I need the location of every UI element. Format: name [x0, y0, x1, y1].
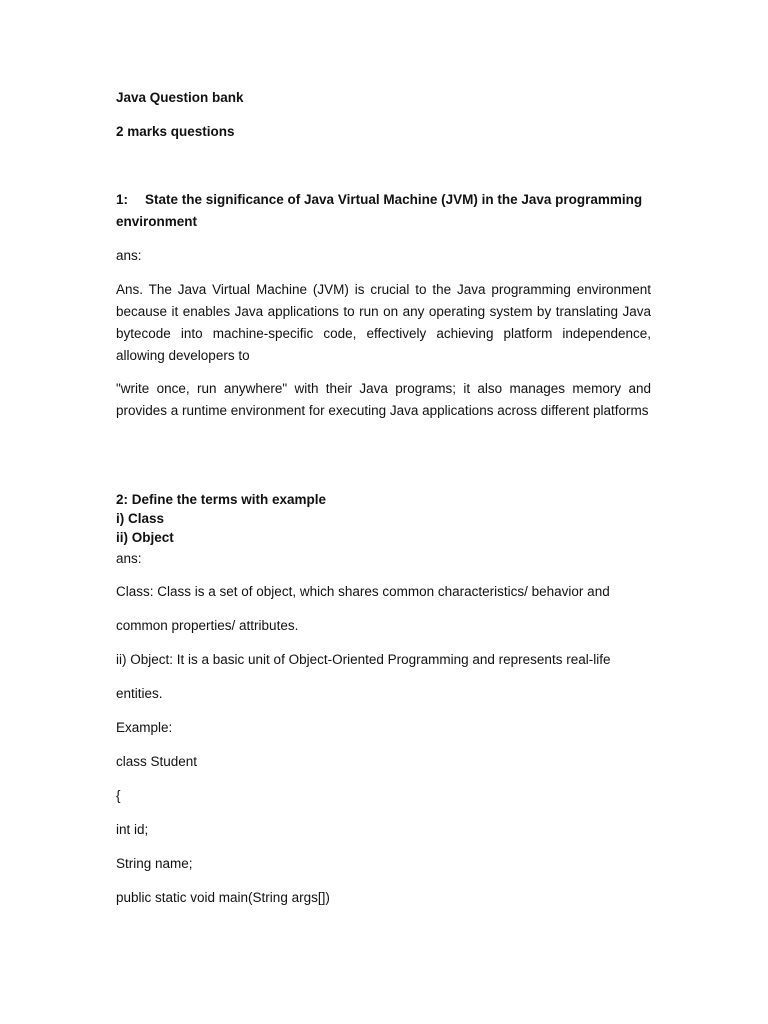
- object-definition-line2: entities.: [116, 686, 163, 701]
- question-1-text-line2: environment: [116, 214, 198, 229]
- question-1-number: 1:: [116, 192, 129, 207]
- code-line: {: [116, 788, 121, 803]
- question-1-text-line1: State the significance of Java Virtual Machine (JVM) in the Java programming: [145, 192, 643, 207]
- code-line: class Student: [116, 754, 198, 769]
- answer-1-paragraph-2: "write once, run anywhere" with their Java programs; it also manages memory and provides a runtime environment for executing Java applications across different platforms: [116, 381, 651, 418]
- code-line: String name;: [116, 856, 193, 871]
- code-line: public static void main(String args[]): [116, 890, 330, 905]
- question-1: [116, 189, 642, 211]
- object-definition-line1: ii) Object: It is a basic unit of Object-Oriented Programming and represents real-life: [116, 652, 611, 667]
- question-2-item-object: ii) Object: [116, 530, 174, 545]
- answer-1-label: ans:: [116, 248, 142, 263]
- code-line: int id;: [116, 822, 149, 837]
- class-definition-line1: Class: Class is a set of object, which shares common characteristics/ behavior and: [116, 584, 610, 599]
- class-definition-line2: common properties/ attributes.: [116, 618, 299, 633]
- answer-1-paragraph-1: Ans. The Java Virtual Machine (JVM) is crucial to the Java programming environment because it enables Java applications to run on any operating system by translating Java bytecode into machine-specific code, effectively achieving platform independence, allowing developers to: [116, 282, 651, 363]
- question-2-item-class: i) Class: [116, 511, 165, 526]
- document-subtitle: 2 marks questions: [116, 124, 235, 139]
- document-title: Java Question bank: [116, 90, 244, 105]
- question-2: 2: Define the terms with example: [116, 492, 327, 507]
- example-label: Example:: [116, 720, 173, 735]
- answer-2-label: ans:: [116, 551, 142, 566]
